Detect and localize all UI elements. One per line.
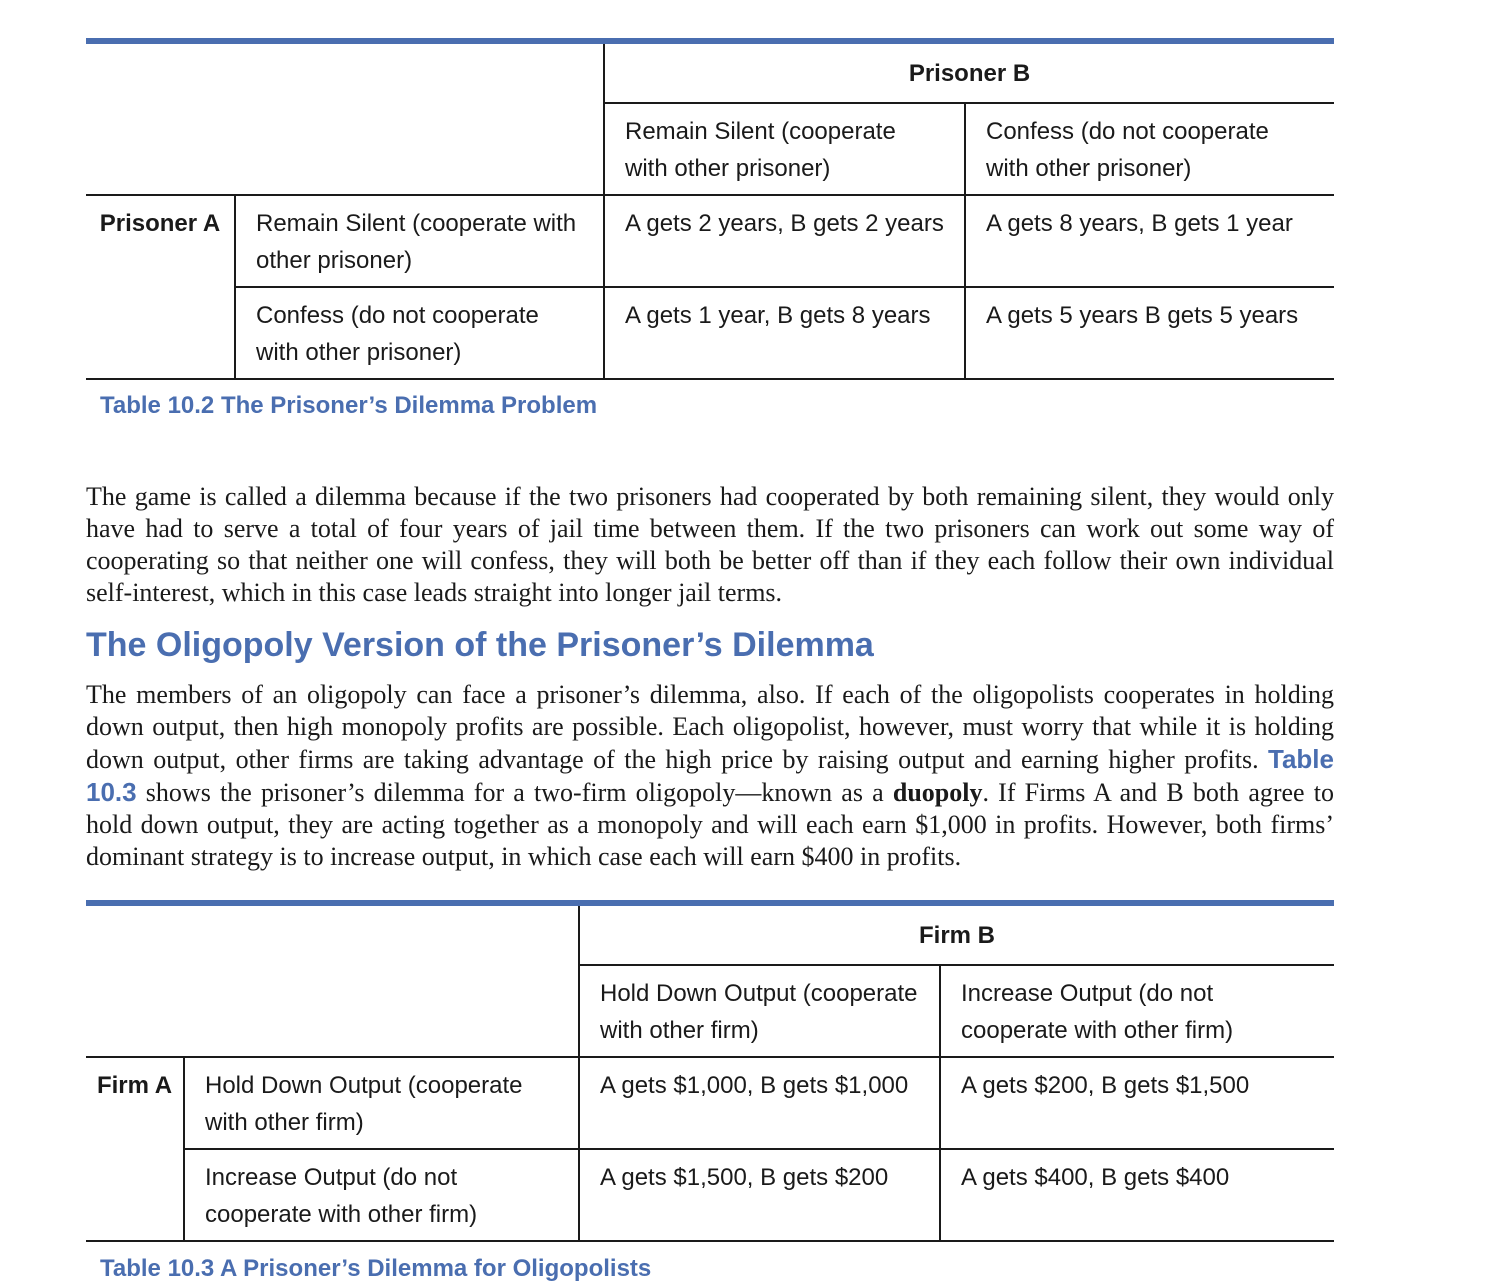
column-header: Hold Down Output (cooperate with other firm) [579, 965, 940, 1057]
table-cell: A gets $200, B gets $1,500 [940, 1057, 1334, 1149]
row-header: Hold Down Output (cooperate with other firm) [184, 1057, 579, 1149]
column-group-header: Prisoner B [604, 41, 1334, 103]
row-group-header: Firm A [86, 1057, 184, 1241]
table-cell: A gets 8 years, B gets 1 year [965, 195, 1334, 287]
column-header: Increase Output (do not cooperate with other firm) [940, 965, 1334, 1057]
column-group-header: Firm B [579, 903, 1334, 965]
oligopoly-dilemma-table [86, 900, 1334, 1242]
table-corner [86, 903, 579, 965]
table-cell: A gets 5 years B gets 5 years [965, 287, 1334, 379]
column-header: Confess (do not cooperate with other prisoner) [965, 103, 1334, 195]
table-cell: A gets $1,000, B gets $1,000 [579, 1057, 940, 1149]
row-header: Confess (do not cooperate with other prisoner) [235, 287, 604, 379]
column-header: Remain Silent (cooperate with other prisoner) [604, 103, 965, 195]
prisoners-dilemma-table [86, 38, 1334, 380]
table-cell: A gets 2 years, B gets 2 years [604, 195, 965, 287]
paragraph-text: The members of an oligopoly can face a prisoner’s dilemma, also. If each of the oligopolists cooperates in holding down output, then high monopoly profits are possible. Each oligopolist, however, must worry that while it is holding down output, other firms are taking advantage of the high price by raising output and earning higher profits. [86, 680, 1334, 774]
table-cell: A gets $1,500, B gets $200 [579, 1149, 940, 1241]
row-header: Increase Output (do not cooperate with other firm) [184, 1149, 579, 1241]
table-corner [86, 965, 579, 1057]
table-caption: Table 10.3 A Prisoner’s Dilemma for Oligopolists [100, 1255, 652, 1282]
paragraph-text: shows the prisoner’s dilemma for a two-firm oligopoly—known as a [136, 778, 893, 807]
section-heading: The Oligopoly Version of the Prisoner’s Dilemma [86, 626, 874, 664]
body-paragraph [86, 679, 1334, 873]
row-header: Remain Silent (cooperate with other prisoner) [235, 195, 604, 287]
paragraph-text: . If Firms A and B both agree to hold down output, they are acting together as a monopoly and will each earn $1,000 in profits. However, both firms’ dominant strategy is to increase output, in which case each will earn $400 in profits. [86, 778, 1335, 871]
table-caption: Table 10.2 The Prisoner’s Dilemma Problem [100, 392, 598, 419]
key-term: duopoly [892, 778, 983, 807]
table-corner [86, 41, 604, 103]
table-reference-link[interactable]: Table 10.3 [86, 744, 1334, 807]
table-corner [86, 103, 604, 195]
table-cell: A gets $400, B gets $400 [940, 1149, 1334, 1241]
row-group-header: Prisoner A [86, 195, 235, 379]
body-paragraph: The game is called a dilemma because if the two prisoners had cooperated by both remaining silent, they would only have had to serve a total of four years of jail time between them. If the two prisoners can work out some way of cooperating so that neither one will confess, they will both be better off than if they each follow their own individual self-interest, which in this case leads straight into longer jail terms. [86, 482, 1334, 607]
table-cell: A gets 1 year, B gets 8 years [604, 287, 965, 379]
